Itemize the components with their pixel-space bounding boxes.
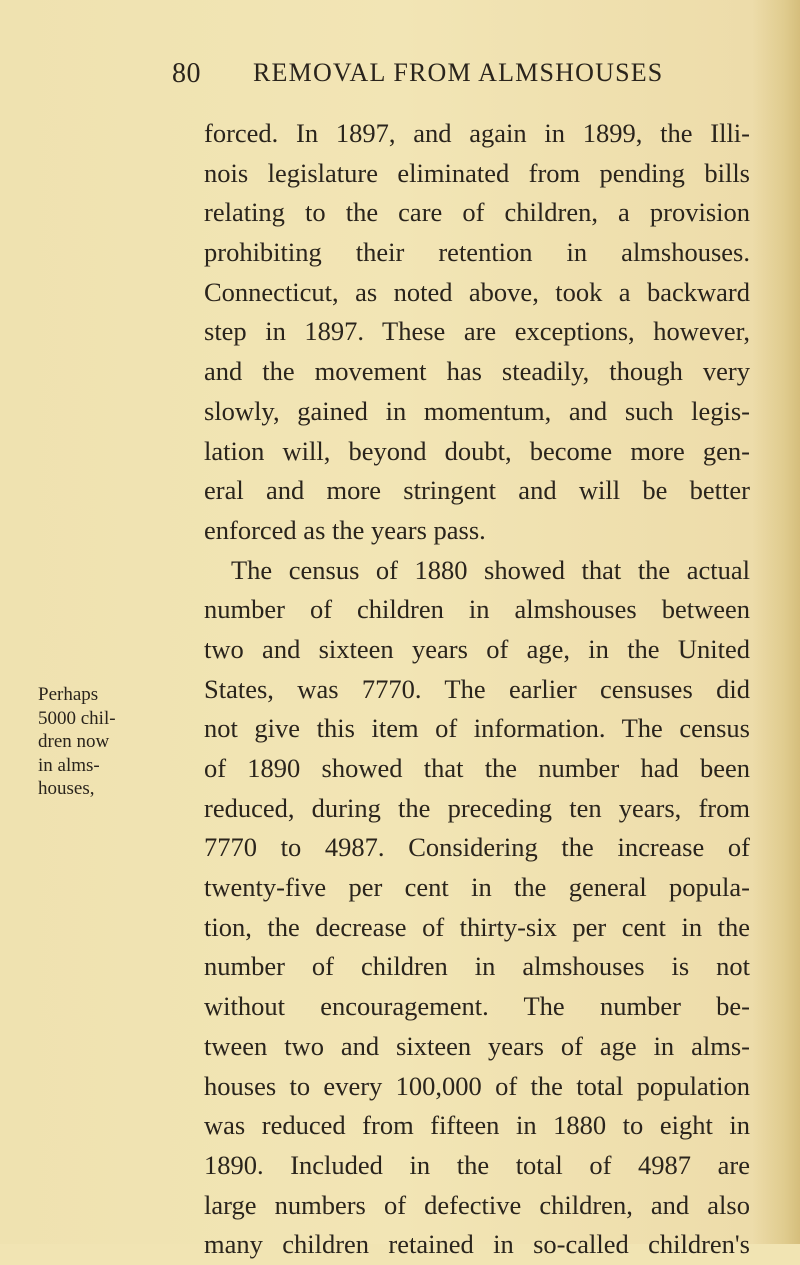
- text-line: step in 1897. These are exceptions, however,: [204, 316, 750, 347]
- text-line: and the movement has steadily, though very: [204, 356, 750, 387]
- marginal-note-line: in alms-: [38, 754, 100, 776]
- marginal-note-line: houses,: [38, 778, 95, 799]
- marginal-note-line: 5000 chil-: [38, 707, 116, 729]
- text-line: twenty-five per cent in the general popula-: [204, 872, 750, 903]
- page-number: 80: [172, 58, 201, 89]
- text-line: 7770 to 4987. Considering the increase of: [204, 832, 750, 863]
- text-line: prohibiting their retention in almshouses.: [204, 237, 750, 268]
- text-line: enforced as the years pass.: [204, 514, 486, 545]
- text-line: large numbers of defective children, and also: [204, 1189, 750, 1220]
- marginal-note: [38, 683, 158, 801]
- text-line: houses to every 100,000 of the total population: [204, 1070, 750, 1101]
- marginal-note-line: Perhaps: [38, 684, 99, 705]
- text-line: without encouragement. The number be-: [204, 991, 750, 1022]
- text-line: was reduced from fifteen in 1880 to eight in: [204, 1110, 750, 1141]
- text-line: 1890. Included in the total of 4987 are: [204, 1149, 750, 1180]
- text-line: many children retained in so-called children's: [204, 1229, 750, 1260]
- text-line: tion, the decrease of thirty-six per cent in the: [204, 911, 750, 942]
- text-line: two and sixteen years of age, in the United: [204, 633, 750, 664]
- body-text: [204, 114, 750, 1265]
- text-line: tween two and sixteen years of age in alms-: [204, 1030, 750, 1061]
- text-line: of 1890 showed that the number had been: [204, 753, 750, 783]
- running-head: [0, 58, 800, 92]
- marginal-note-line: dren now: [38, 731, 110, 752]
- text-line: reduced, during the preceding ten years, from: [204, 792, 750, 823]
- text-line: eral and more stringent and will be better: [204, 475, 750, 506]
- text-line: forced. In 1897, and again in 1899, the Illi-: [204, 118, 750, 148]
- text-line: The census of 1880 showed that the actual: [231, 554, 750, 585]
- text-line: number of children in almshouses between: [204, 594, 750, 625]
- text-line: relating to the care of children, a provision: [204, 197, 750, 228]
- text-line: nois legislature eliminated from pending bills: [204, 157, 750, 188]
- text-line: Connecticut, as noted above, took a backward: [204, 276, 750, 307]
- text-line: slowly, gained in momentum, and such legis-: [204, 395, 750, 426]
- text-line: States, was 7770. The earlier censuses did: [204, 673, 750, 704]
- running-title: REMOVAL FROM ALMSHOUSES: [253, 58, 664, 87]
- text-line: number of children in almshouses is not: [204, 951, 750, 982]
- text-line: not give this item of information. The census: [204, 713, 750, 744]
- text-line: lation will, beyond doubt, become more gen-: [204, 435, 750, 466]
